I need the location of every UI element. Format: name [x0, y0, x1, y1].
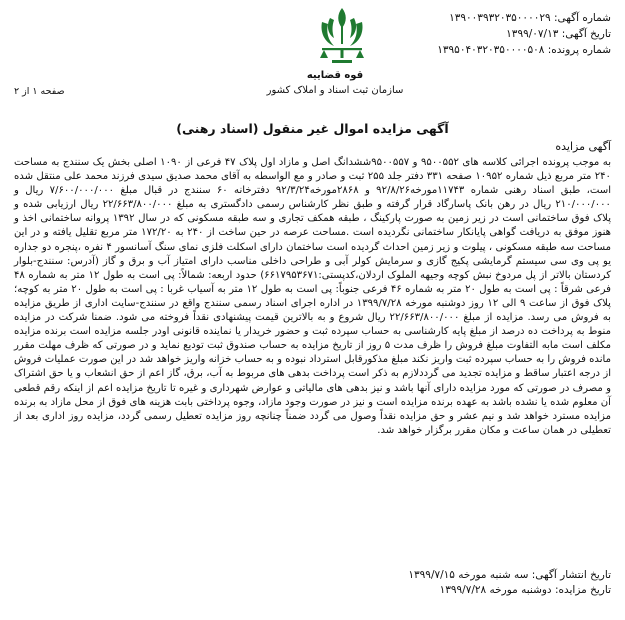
org-judiciary: قوه قضاییه: [306, 70, 364, 81]
section-subtitle: آگهی مزایده: [555, 140, 611, 153]
notice-footer: [408, 568, 611, 598]
case-number: شماره پرونده: ۱۳۹۵۰۴۰۳۲۰۳۵۰۰۰۰۵۰۸: [437, 44, 611, 56]
page-title: آگهی مزایده اموال غیر منقول (اسناد رهنی): [176, 121, 449, 136]
notice-meta: [437, 10, 611, 58]
auction-date: تاریخ مزایده: دوشنبه مورخه ۱۳۹۹/۷/۲۸: [439, 584, 611, 596]
org-registry: سازمان ثبت اسناد و املاک کشور: [266, 85, 404, 96]
organization-block: [255, 68, 415, 98]
notice-number: شماره آگهی: ۱۳۹۰۰۳۹۳۲۰۳۵۰۰۰۰۲۹: [449, 12, 611, 24]
page-number: صفحه ۱ از ۲: [14, 86, 65, 97]
notice-date: تاریخ آگهی: ۱۳۹۹/۰۷/۱۳: [506, 28, 611, 40]
notice-body: به موجب پرونده اجرائی کلاسه های ۹۵۰۰۵۵۲ و ۹۵۰۰۵۵۷ششدانگ اصل و مازاد اول پلاک ۴۷ فرعی از ۱۰۹۰ اصلی بخش یک سنندج به مساحت ۲۴۰ متر مربع ذیل شماره ۱۰۹۵۲ صفحه ۳۳۱ دفتر جلد ۲۵۵ ثبت و صادر و مع الواسطه به آقای محمد صدیق سیدی فرزند محمد علی منتقل شده است، طبق اسناد رهنی شماره ۱۱۷۴۳مورخه۹۲/۸/۲۶ و ۲۸۶۸مورخه۹۲/۳/۲۴ دفترخانه ۶۰ سنندج در قبال مبلغ ۷/۶۰۰/۰۰۰/۰۰۰ ریال و ۲۱۰/۰۰۰/۰۰۰ ریال در رهن بانک پاسارگاد قرار گرفته و طبق نظر کارشناس رسمی دادگستری به مبلغ ۲۲/۶۶۳/۸۰۰/۰۰۰ ریال ارزیابی شده و پلاک فوق ساختمانی است در زیر زمین به صورت پارکینگ ، طبقه همکف تجاری و سه طبقه مسکونی که در سال ۱۳۹۲ پروانه ساختمانی اخذ و هنوز موفق به دریافت گواهی پایانکار ساختمانی نگردیده است .مساحت عرصه در حین ساخت از ۲۴۰ به ۱۷۲/۲۰ متر مربع تقلیل یافته و در این مساحت سه طبقه مسکونی ، پیلوت و زیر زمین احداث گردیده است ساختمان دارای اسکلت فلزی نمای سنگ آسانسور ۴ نفره ،پنجره دو جداره یو پی وی سی سیستم گرمایشی پکیج گازی و سرمایش کولر آبی و طراحی داخلی مناسب دارای امتیاز آب و برق و گاز (آدرس: سنندج-بلوار کردستان بالاتر از پل مردوخ نبش کوچه وجیهه الملوک اردلان،کدپستی:۶۶۱۷۹۵۳۶۷۱) حدود اربعه: شمالاً: پی است به طول ۱۲ متر به شماره ۴۸ فرعی شرقاً : پی است به طول ۲۰ متر به شماره ۴۶ فرعی جنوباً: پی است به طول ۱۲ متر به آسیاب غربا : پی است به طول ۲۰ متر به کوچه؛ پلاک فوق از ساعت ۹ الی ۱۲ روز دوشنبه مورخه ۱۳۹۹/۷/۲۸ در اداره اجرای اسناد رسمی سنندج واقع در سنندج-سایت اداری از طریق مزایده به فروش می رسد. مزایده از مبلغ ۲۲/۶۶۳/۸۰۰/۰۰۰ ریال شروع و به بالاترین قیمت پیشنهادی نقداً فروخته می شود. ضمنا شرکت در مزایده منوط به پرداخت ده درصد از مبلغ پایه کارشناسی به حساب سپرده ثبت و حضور خریدار یا نماینده قانونی اودر جلسه مزایده است برنده مزایده مکلف است مابه التفاوت مبلغ فروش را ظرف مدت ۵ روز از تاریخ مزایده به حساب صندوق ثبت تودیع نماید و در صورتی که ظرف مهلت مقرر مانده فروش را به حساب سپرده ثبت واریز نکند مبلغ مذکورقابل استرداد نبوده و به حساب خزانه واریز خواهد شد در این صورت عملیات فروش از درجه اعتبار ساقط و مزایده تجدید می گرددلازم به ذکر است پرداخت بدهی های مربوط به آب، برق، گاز اعم از حق انشعاب و یا حق اشتراک و مصرف در صورتی که مورد مزایده دارای آنها باشد و نیز بدهی های مالیاتی و عوارض شهرداری و غیره تا تاریخ مزایده اعم از اینکه رقم قطعی آن معلوم شده یا نشده باشد به عهده برنده مزایده است و نیز در صورت وجود مازاد، وجوه پرداختی بابت هزینه های فوق از محل مازاد به برنده مزایده مسترد خواهد شد و نیم عشر و حق مزایده نقداً وصول می گردد ضمناً چنانچه روز مزایده تعطیل رسمی گردد، مزایده روز اداری بعد از تعطیلی در همان ساعت و مکان مقرر برگزار خواهد شد.: [14, 157, 612, 436]
judiciary-emblem-icon: [310, 2, 374, 68]
publish-date: تاریخ انتشار آگهی: سه شنبه مورخه ۱۳۹۹/۷/۱۵: [408, 569, 611, 581]
